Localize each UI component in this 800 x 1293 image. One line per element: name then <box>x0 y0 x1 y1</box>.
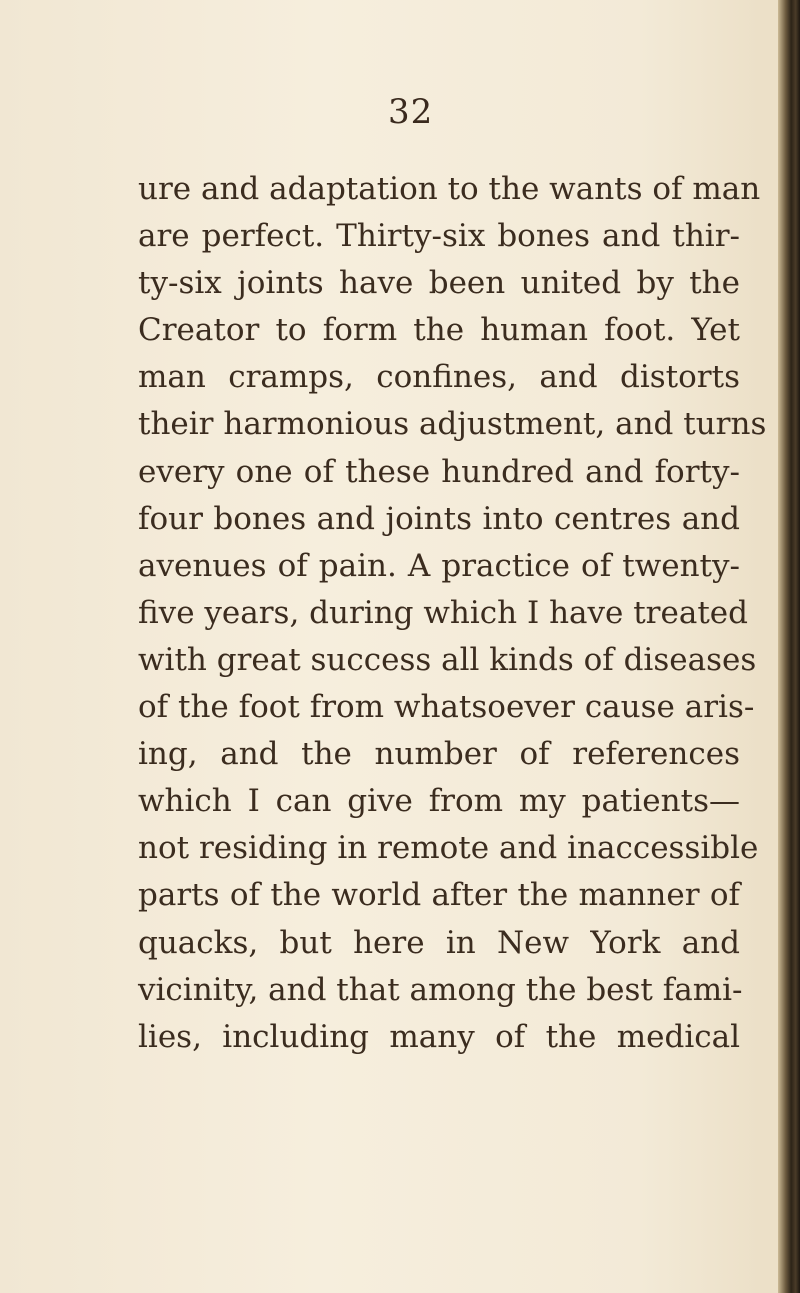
text-line: lies, including many of the medical <box>138 1018 740 1055</box>
text-line: their harmonious adjustment, and turns <box>138 406 767 443</box>
page-edge <box>778 0 800 1293</box>
text-line: Creator to form the human foot. Yet <box>138 312 740 349</box>
page-number: 32 <box>388 92 434 132</box>
text-line: avenues of pain. A practice of twenty- <box>138 547 740 584</box>
text-line: ty-six joints have been united by the <box>138 265 740 302</box>
text-line: man cramps, confines, and distorts <box>138 359 740 396</box>
text-line: four bones and joints into centres and <box>138 500 740 537</box>
text-line: vicinity, and that among the best fami- <box>138 971 743 1008</box>
text-line: five years, during which I have treated <box>138 594 748 631</box>
text-line: which I can give from my patients— <box>138 783 740 820</box>
text-line: ing, and the number of references <box>138 736 740 773</box>
body-text <box>138 166 767 1061</box>
text-line: quacks, but here in New York and <box>138 924 740 961</box>
text-line: not residing in remote and inaccessible <box>138 830 759 867</box>
text-line: with great success all kinds of diseases <box>138 641 757 678</box>
text-line: are perfect. Thirty-six bones and thir- <box>138 218 740 255</box>
text-line: of the foot from whatsoever cause aris- <box>138 689 755 726</box>
text-line: parts of the world after the manner of <box>138 877 740 914</box>
text-line: every one of these hundred and forty- <box>138 453 740 490</box>
text-line: ure and adaptation to the wants of man <box>138 171 761 207</box>
